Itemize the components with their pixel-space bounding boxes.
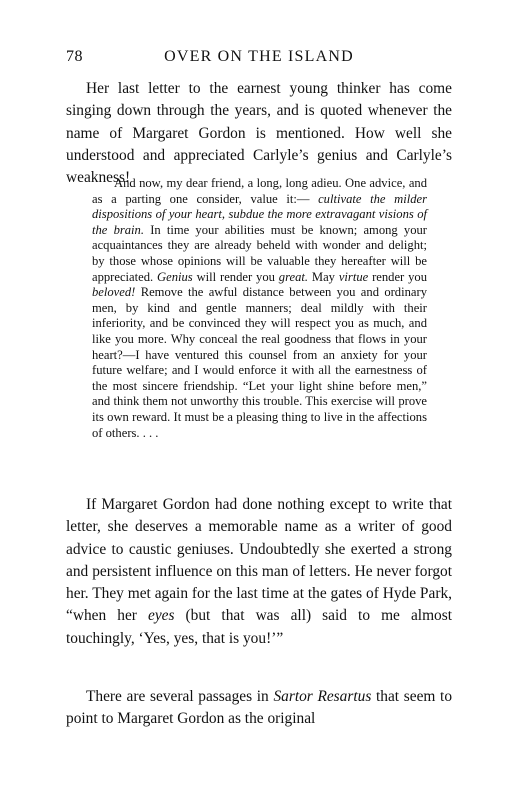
quote-italic-genius: Genius — [157, 269, 193, 284]
running-header — [66, 48, 452, 72]
quote-text-2: In time your abilities must be known; among your acquaintances they are already beheld with wonder and delight; by those whose opinions will be valuable they hereafter will be appreciated. — [92, 222, 427, 284]
paragraph-2-text-2: (but that was all) said to me almost touchingly, ‘Yes, yes, that is you!’” — [66, 607, 453, 647]
quote-text-3: will render you — [192, 269, 279, 284]
paragraph-2 — [66, 494, 452, 650]
quote-italic-virtue: virtue — [338, 269, 369, 284]
quote-text-1: And now, my dear friend, a long, long adieu. One advice, and as a parting one consider, value it:— — [92, 176, 427, 206]
paragraph-1: Her last letter to the earnest young thinker has come singing down through the years, and is quoted whenever the name of Margaret Gordon is mentioned. How well she understood and appreciated Carlyle’s genius and Carlyle’s weakness! — [66, 80, 452, 187]
quote-italic-great: great. — [278, 269, 309, 284]
running-title: OVER ON THE ISLAND — [164, 48, 354, 65]
paragraph-3-italic-title: Sartor Resartus — [273, 688, 372, 705]
paragraph-2-text-1: If Margaret Gordon had done nothing except to write that letter, she deserves a memorable name as a writer of good advice to caustic geniuses. Undoubtedly she exerted a strong and persistent influence on this man of letters. He never forgot her. They met again for the last time at the gates of Hyde Park, “when her — [66, 496, 452, 625]
paragraph-3-text-1: There are several passages in — [86, 688, 274, 705]
quote-text-4: May — [308, 269, 339, 284]
block-quote-letter — [92, 176, 427, 441]
paragraph-2-italic-eyes: eyes — [147, 607, 175, 625]
quote-text-6: Remove the awful distance between you and ordinary men, by kind and gentle manners; deal mildly with their inferiority, and be convinced they will respect you as much, and like you more. Why conceal the real goodness that flows in your heart?—I have ventured this counsel from an anxiety for your future welfare; and I would enforce it with all the earnestness of the most sincere friendship. “Let your light shine before men,” and think them not unworthy this trouble. This exercise will prove its own reward. It must be a pleasing thing to live in the affections of others. . . . — [92, 285, 427, 440]
paragraph-3-text-2: that seem to point to Margaret Gordon as the original — [66, 688, 453, 728]
quote-text-5: render you — [368, 269, 427, 284]
paragraph-3 — [66, 686, 452, 731]
page-number: 78 — [66, 48, 83, 65]
quote-italic-advice: cultivate the milder dispositions of your heart, subdue the more extravagant visions of the brain. — [92, 191, 427, 237]
quote-italic-beloved: beloved! — [92, 285, 136, 300]
